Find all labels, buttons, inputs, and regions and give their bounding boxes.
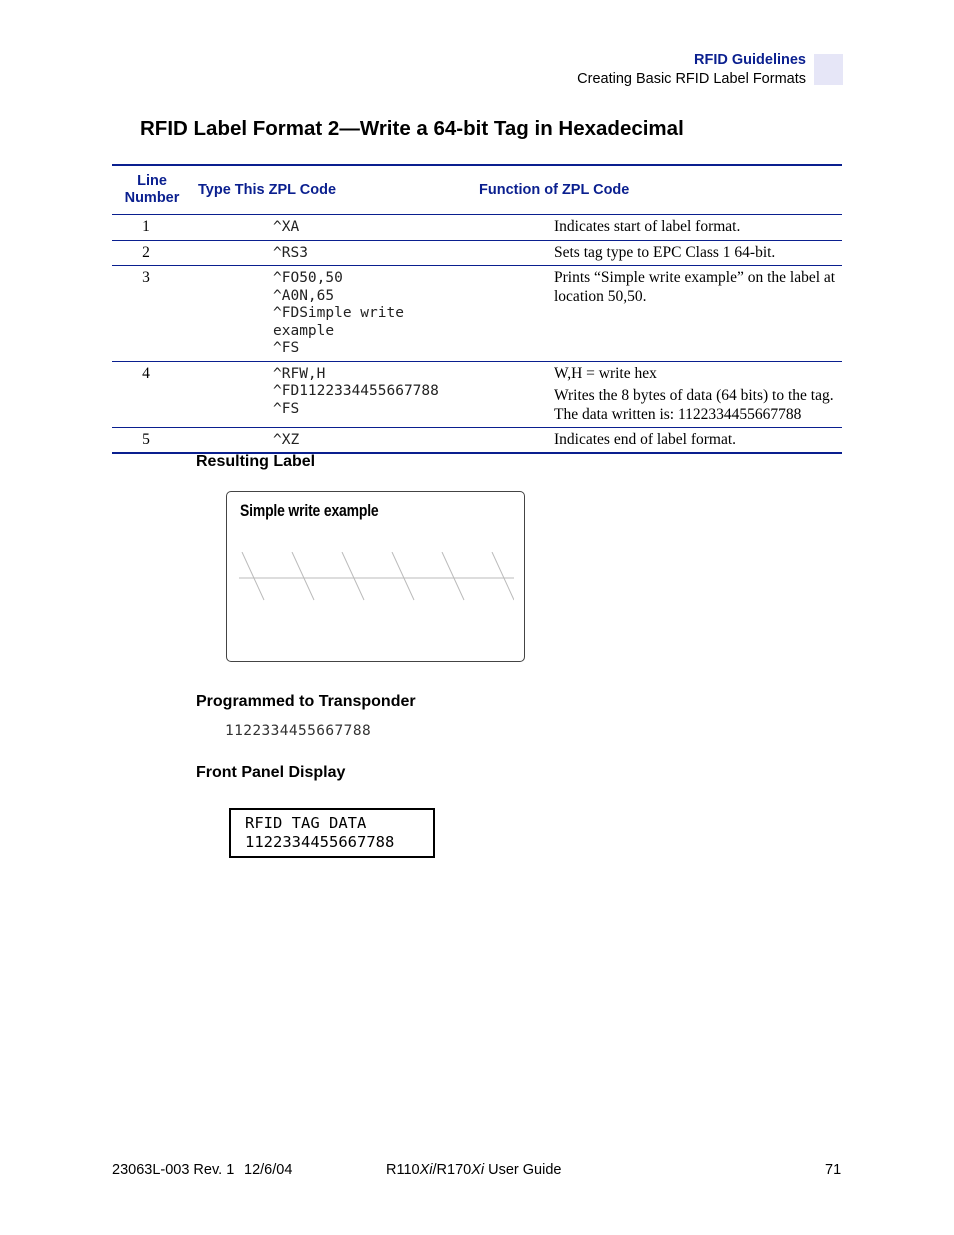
resulting-label-heading: Resulting Label xyxy=(196,453,316,470)
label-printed-text: Simple write example xyxy=(240,501,379,520)
row-line-number: 2 xyxy=(112,240,192,266)
col-header-line-number: Line Number xyxy=(112,165,192,215)
zpl-code-line: ^FS xyxy=(273,340,300,356)
row-zpl-code xyxy=(192,215,473,241)
header-subsection-title: Creating Basic RFID Label Formats xyxy=(577,71,806,87)
footer-guide-title: R110Xi/R170Xi User Guide xyxy=(386,1162,562,1178)
row-line-number: 1 xyxy=(112,215,192,241)
zpl-code-table xyxy=(112,164,842,454)
zpl-code-line: ^FO50,50 xyxy=(273,270,343,286)
row-function xyxy=(473,240,842,266)
table-row xyxy=(112,215,842,241)
zpl-code-line: ^RFW,H xyxy=(273,365,326,382)
row-line-number: 3 xyxy=(112,266,192,362)
function-text: Sets tag type to EPC Class 1 64-bit. xyxy=(554,243,776,261)
row-zpl-code xyxy=(192,361,473,427)
header-section-title: RFID Guidelines xyxy=(694,52,806,68)
function-text: Indicates start of label format. xyxy=(554,218,741,235)
resulting-label-preview xyxy=(226,491,525,662)
row-zpl-code xyxy=(192,427,473,453)
function-text: Indicates end of label format. xyxy=(554,430,737,448)
transponder-heading: Programmed to Transponder xyxy=(196,693,416,710)
row-zpl-code xyxy=(192,240,473,266)
table-row xyxy=(112,266,842,362)
footer-doc-number: 23063L-003 Rev. 1 xyxy=(112,1162,235,1178)
function-text: Prints “Simple write example” on the label at location 50,50. xyxy=(554,269,836,305)
table-row xyxy=(112,240,842,266)
row-zpl-code xyxy=(192,266,473,362)
zpl-code-line: ^FD1122334455667788 xyxy=(273,383,439,399)
row-line-number: 5 xyxy=(112,427,192,453)
front-panel-heading: Front Panel Display xyxy=(196,764,346,781)
footer-page-number: 71 xyxy=(825,1162,842,1178)
zpl-code-line: ^FS xyxy=(273,400,300,417)
function-text: W,H = write hex xyxy=(554,364,657,382)
col-header-function: Function of ZPL Code xyxy=(473,165,842,215)
row-function xyxy=(473,361,842,427)
footer-date: 12/6/04 xyxy=(244,1162,293,1178)
zpl-code-line: ^FDSimple write example xyxy=(273,305,404,339)
zpl-code-line: ^XA xyxy=(273,219,300,235)
col-header-code: Type This ZPL Code xyxy=(192,165,473,215)
table-row xyxy=(112,361,842,427)
row-function xyxy=(473,427,842,453)
zpl-code-line: ^A0N,65 xyxy=(273,287,335,304)
row-function xyxy=(473,215,842,241)
page-title: RFID Label Format 2—Write a 64-bit Tag in Hexadecimal xyxy=(140,117,684,140)
table-header-row xyxy=(112,165,842,215)
header-thumb-tab xyxy=(814,54,843,85)
table-row xyxy=(112,427,842,453)
row-line-number: 4 xyxy=(112,361,192,427)
row-function xyxy=(473,266,842,362)
lcd-line-2: 1122334455667788 xyxy=(245,833,395,851)
lcd-line-1: RFID TAG DATA xyxy=(245,814,367,832)
front-panel-lcd xyxy=(229,808,435,858)
function-text: Writes the 8 bytes of data (64 bits) to the tag. The data written is: 1122334455667788 xyxy=(554,386,834,423)
zpl-code-line: ^RS3 xyxy=(273,244,308,261)
zpl-code-line: ^XZ xyxy=(273,431,300,448)
void-pattern-graphic xyxy=(239,552,514,602)
transponder-value: 1122334455667788 xyxy=(225,723,372,739)
